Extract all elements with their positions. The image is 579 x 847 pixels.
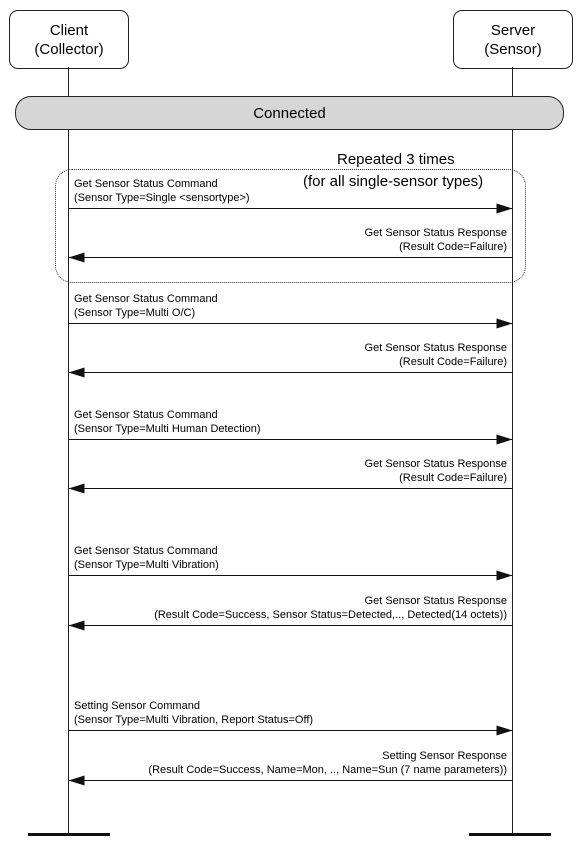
- message-parameters: (Result Code=Failure): [399, 241, 507, 253]
- server-actor-name: Server: [490, 21, 536, 39]
- message-parameters: (Sensor Type=Multi Human Detection): [74, 423, 261, 435]
- message-label-4: [365, 341, 507, 369]
- server-actor-role: (Sensor): [484, 40, 542, 58]
- message-parameters: (Result Code=Failure): [399, 472, 507, 484]
- message-parameters: (Sensor Type=Multi Vibration, Report Status=Off): [74, 714, 314, 726]
- message-label-9: [74, 699, 313, 727]
- message-label-3: [74, 292, 218, 320]
- message-label-8: [154, 594, 507, 622]
- client-actor-name: Client: [49, 21, 89, 39]
- message-parameters: (Sensor Type=Multi Vibration): [74, 559, 219, 571]
- message-parameters: (Result Code=Success, Name=Mon, .., Name=Sun (7 name parameters)): [148, 764, 507, 776]
- message-label-6: [365, 457, 507, 485]
- message-label-1: [74, 177, 250, 205]
- message-name: Get Sensor Status Command: [74, 409, 218, 421]
- message-name: Get Sensor Status Command: [74, 293, 218, 305]
- message-name: Get Sensor Status Command: [74, 545, 218, 557]
- repeat-loop-count: Repeated 3 times: [337, 151, 455, 168]
- message-name: Get Sensor Status Command: [74, 178, 218, 190]
- message-label-2: [365, 226, 507, 254]
- message-name: Get Sensor Status Response: [364, 227, 507, 239]
- message-name: Get Sensor Status Response: [364, 342, 507, 354]
- message-parameters: (Result Code=Failure): [399, 356, 507, 368]
- message-parameters: (Sensor Type=Single <sensortype>): [74, 192, 250, 204]
- message-parameters: (Result Code=Success, Sensor Status=Detected,.., Detected(14 octets)): [154, 609, 507, 621]
- message-parameters: (Sensor Type=Multi O/C): [74, 307, 196, 319]
- repeat-loop-condition: (for all single-sensor types): [303, 173, 484, 190]
- connected-state-label: Connected: [253, 104, 326, 122]
- message-name: Setting Sensor Command: [74, 700, 200, 712]
- message-name: Setting Sensor Response: [382, 750, 507, 762]
- message-label-10: [148, 749, 507, 777]
- message-label-5: [74, 408, 261, 436]
- message-name: Get Sensor Status Response: [364, 595, 507, 607]
- message-label-7: [74, 544, 219, 572]
- client-actor-role: (Collector): [34, 40, 104, 58]
- message-name: Get Sensor Status Response: [364, 458, 507, 470]
